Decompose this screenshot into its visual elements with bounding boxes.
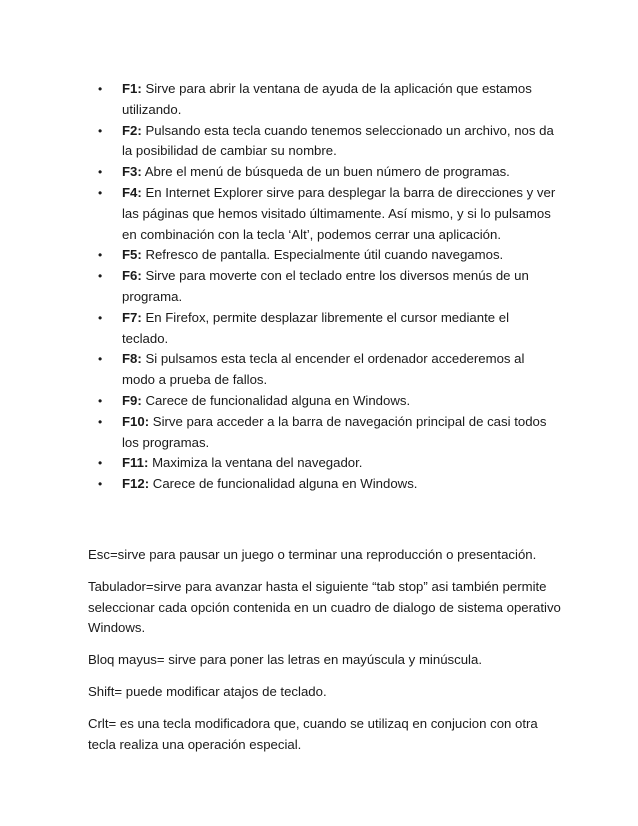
- paragraph-shift: Shift= puede modificar atajos de teclado.: [88, 683, 327, 699]
- list-item: [96, 474, 556, 495]
- key-paragraphs: [88, 545, 568, 766]
- list-item: [96, 349, 556, 391]
- key-description: Sirve para acceder a la barra de navegación principal de casi todos los programas.: [122, 413, 547, 450]
- key-name: F3:: [122, 164, 142, 180]
- key-name: F1:: [122, 81, 142, 96]
- bullet-icon: •: [98, 393, 103, 408]
- key-description: Refresco de pantalla. Especialmente útil cuando navegamos.: [145, 247, 504, 263]
- key-description: Si pulsamos esta tecla al encender el ordenador accederemos al modo a prueba de fallos.: [122, 351, 525, 388]
- bullet-icon: •: [98, 269, 103, 284]
- list-item: [96, 391, 556, 412]
- paragraph-esc: Esc=sirve para pausar un juego o terminar una reproducción o presentación.: [88, 547, 537, 562]
- key-description: Sirve para abrir la ventana de ayuda de la aplicación que estamos utilizando.: [122, 81, 532, 117]
- key-name: F12:: [122, 476, 150, 492]
- key-description: Maximiza la ventana del navegador.: [152, 455, 363, 471]
- list-item: [96, 308, 556, 350]
- key-name: F7:: [122, 309, 142, 325]
- key-description: Pulsando esta tecla cuando tenemos seleccionado un archivo, nos da la posibilidad de cambiar su nombre.: [122, 122, 554, 159]
- list-item: [96, 266, 556, 308]
- key-name: F10:: [122, 413, 150, 429]
- bullet-icon: •: [98, 165, 103, 180]
- key-description: En Firefox, permite desplazar libremente el cursor mediante el teclado.: [122, 309, 510, 346]
- bullet-icon: •: [98, 477, 103, 492]
- bullet-icon: •: [98, 123, 103, 138]
- key-description: Abre el menú de búsqueda de un buen número de programas.: [144, 164, 510, 180]
- list-item: [96, 121, 556, 163]
- key-description: Carece de funcionalidad alguna en Windows.: [152, 476, 418, 492]
- bullet-icon: •: [98, 456, 103, 471]
- paragraph-crlt: Crlt= es una tecla modificadora que, cuando se utilizaq en conjucion con otra tecla realiza una operación especial.: [88, 715, 538, 752]
- list-item: [96, 453, 556, 474]
- key-name: F2:: [122, 122, 142, 138]
- bullet-icon: •: [98, 185, 103, 200]
- paragraph-bloq-mayus: Bloq mayus= sirve para poner las letras en mayúscula y minúscula.: [88, 652, 482, 668]
- list-item: [96, 245, 556, 266]
- list-item: [96, 412, 556, 454]
- list-item: [96, 162, 556, 183]
- key-name: F4:: [122, 184, 142, 200]
- bullet-icon: •: [98, 82, 103, 96]
- bullet-icon: •: [98, 248, 103, 263]
- bullet-icon: •: [98, 310, 103, 325]
- key-name: F11:: [122, 455, 149, 471]
- key-name: F8:: [122, 351, 142, 367]
- list-item: [96, 183, 556, 245]
- key-name: F5:: [122, 247, 142, 263]
- paragraph-tabulador: Tabulador=sirve para avanzar hasta el siguiente “tab stop” asi también permite seleccionar cada opción contenida en un cuadro de dialogo de sistema operativo Windows.: [88, 578, 561, 636]
- function-key-list: [96, 79, 556, 495]
- key-name: F9:: [122, 392, 142, 408]
- key-name: F6:: [122, 268, 142, 284]
- bullet-icon: •: [98, 352, 103, 367]
- key-description: En Internet Explorer sirve para desplegar la barra de direcciones y ver las páginas que hemos visitado últimamente. Así mismo, y si lo pulsamos en combinación con la tecla ‘Alt’, podemos cerrar una aplicación.: [122, 184, 556, 242]
- key-description: Sirve para moverte con el teclado entre los diversos menús de un programa.: [122, 268, 529, 304]
- list-item: [96, 79, 556, 121]
- bullet-icon: •: [98, 414, 103, 429]
- key-description: Carece de funcionalidad alguna en Windows.: [145, 392, 411, 408]
